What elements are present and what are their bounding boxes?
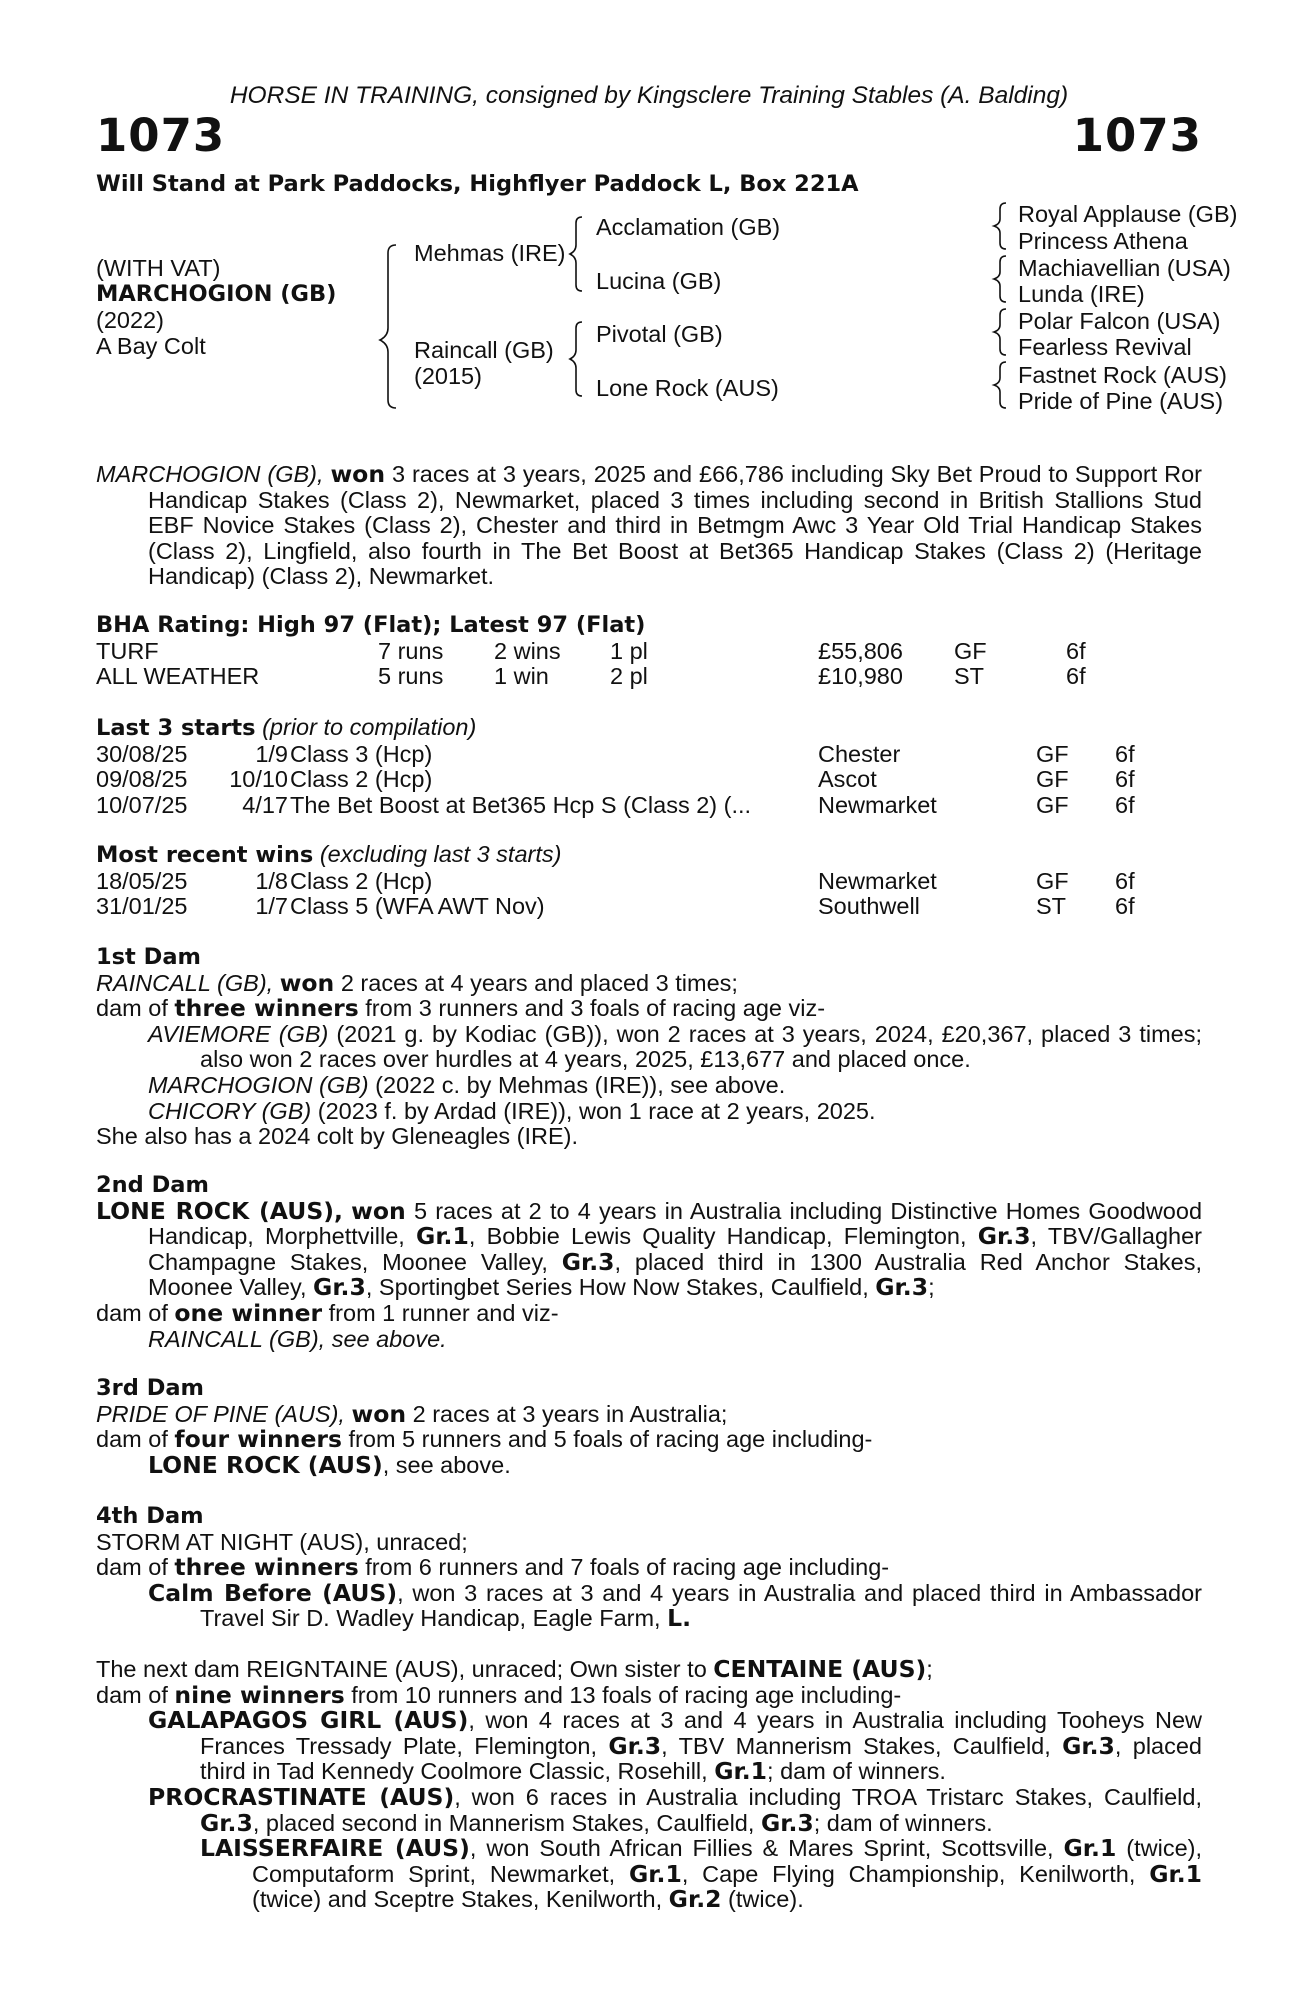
rating-surface: ALL WEATHER xyxy=(96,663,260,690)
recent-course: Newmarket xyxy=(818,867,937,894)
second-dam-section xyxy=(96,1173,1202,1352)
second-dam-title: 2nd Dam xyxy=(96,1172,209,1198)
last3-row xyxy=(96,742,1202,768)
rating-placed: 2 pl xyxy=(610,663,648,690)
first-dam-line2: dam of three winners from 3 runners and 3 foals of racing age viz- xyxy=(96,994,826,1023)
recent-race: Class 5 (WFA AWT Nov) xyxy=(290,893,545,920)
third-dam-title: 3rd Dam xyxy=(96,1375,204,1401)
last3-pos: 10/10 xyxy=(229,766,288,793)
summary-paragraph xyxy=(96,462,1202,590)
rating-runs: 7 runs xyxy=(378,637,444,664)
last3-pos: 4/17 xyxy=(242,791,288,818)
recent-dist: 6f xyxy=(1115,867,1135,894)
horse-year: (2022) xyxy=(96,307,164,333)
last3-course: Ascot xyxy=(818,766,877,793)
rating-dist: 6f xyxy=(1066,637,1086,664)
third-dam-progeny: LONE ROCK (AUS), see above. xyxy=(148,1450,511,1479)
dam-year: (2015) xyxy=(414,363,482,389)
last3-race: Class 3 (Hcp) xyxy=(290,740,433,767)
summary-section xyxy=(96,462,1202,590)
last3-table xyxy=(96,742,1202,819)
summary-text: 3 races at 3 years, 2025 and £66,786 including Sky Bet Proud to Support Ror Handicap Stakes (Class 2), Newmarket, placed 3 times including second in British Stallions Stud EBF Novice Stakes (Class 2), Chester and third in Betmgm Awc 3 Year Old Trial Handicap Stakes (Class 2), Lingfield, also fourth in The Bet Boost at Bet365 Handicap Stakes (Class 2) (Heritage Handicap) (Class 2), Newmarket. xyxy=(148,461,1203,590)
third-dam-line1: PRIDE OF PINE (AUS), won 2 races at 3 years in Australia; xyxy=(96,1399,728,1428)
last3-dist: 6f xyxy=(1115,740,1135,767)
last3-pos: 1/9 xyxy=(255,740,288,767)
recent-date: 31/01/25 xyxy=(96,893,188,920)
recent-date: 18/05/25 xyxy=(96,867,188,894)
recent-title: Most recent wins xyxy=(96,842,314,868)
last3-going: GF xyxy=(1036,740,1069,767)
stand-location: Will Stand at Park Paddocks, Highflyer Paddock L, Box 221A xyxy=(96,171,859,197)
progeny-laisserfaire: LAISSERFAIRE (AUS), won South African Fillies & Mares Sprint, Scottsville, Gr.1 (twice), Computaform Sprint, Newmarket, Gr.1, Cape Flying Championship, Kenilworth, Gr.1 (twice) and Sceptre Stakes, Kenilworth, Gr.2 (twice). xyxy=(200,1834,1203,1914)
recent-going: ST xyxy=(1036,893,1067,920)
first-dam-title: 1st Dam xyxy=(96,944,201,970)
last3-dist: 6f xyxy=(1115,791,1135,818)
recent-row xyxy=(96,869,1202,895)
last3-course: Newmarket xyxy=(818,791,937,818)
sire: Mehmas (IRE) xyxy=(414,240,566,266)
sire-dam: Lucina (GB) xyxy=(596,268,722,294)
last3-date: 09/08/25 xyxy=(96,766,188,793)
grandparent-6: Fearless Revival xyxy=(1018,334,1192,360)
rating-prize: £10,980 xyxy=(818,663,903,690)
last3-going: GF xyxy=(1036,791,1069,818)
recent-table xyxy=(96,869,1202,920)
horse-description: A Bay Colt xyxy=(96,333,206,359)
second-dam-line2: dam of one winner from 1 runner and viz- xyxy=(96,1298,559,1327)
lot-number-left: 1073 xyxy=(96,109,226,162)
second-dam-record: LONE ROCK (AUS), won 5 races at 2 to 4 years in Australia including Distinctive Homes Goodwood Handicap, Morphettville, Gr.1, Bobbie Lewis Quality Handicap, Flemington, Gr.3, TBV/Gallagher Champagne Stakes, Moonee Valley, Gr.3, placed third in 1300 Australia Red Anchor Stakes, Moonee Valley, Gr.3, Sportingbet Series How Now Stakes, Caulfield, Gr.3; xyxy=(96,1196,1203,1302)
rating-surface: TURF xyxy=(96,637,159,664)
last3-race: The Bet Boost at Bet365 Hcp S (Class 2) (... xyxy=(290,791,752,818)
last3-section xyxy=(96,715,1202,818)
recent-course: Southwell xyxy=(818,893,920,920)
first-dam-line1: RAINCALL (GB), won 2 races at 4 years and placed 3 times; xyxy=(96,968,738,997)
first-dam-note: She also has a 2024 colt by Gleneagles (IRE). xyxy=(96,1123,579,1150)
progeny-aviemore: AVIEMORE (GB) (2021 g. by Kodiac (GB)), won 2 races at 3 years, 2024, £20,367, placed 3 times; also won 2 races over hurdles at 4 years, 2025, £13,677 and placed once. xyxy=(148,1020,1202,1073)
fourth-dam-line2: dam of three winners from 6 runners and 7 foals of racing age including- xyxy=(96,1553,890,1582)
recent-race: Class 2 (Hcp) xyxy=(290,867,433,894)
second-dam-progeny: RAINCALL (GB), see above. xyxy=(148,1325,447,1352)
recent-section xyxy=(96,842,1202,920)
grandparent-7: Fastnet Rock (AUS) xyxy=(1018,362,1227,388)
recent-going: GF xyxy=(1036,867,1069,894)
progeny-marchogion: MARCHOGION (GB) (2022 c. by Mehmas (IRE)), see above. xyxy=(148,1071,786,1098)
fourth-dam-line1: STORM AT NIGHT (AUS), unraced; xyxy=(96,1528,468,1555)
summary-won: won xyxy=(330,460,386,488)
vat-note: (WITH VAT) xyxy=(96,255,221,281)
dam-dam: Lone Rock (AUS) xyxy=(596,375,779,401)
last3-date: 30/08/25 xyxy=(96,740,188,767)
rating-prize: £55,806 xyxy=(818,637,903,664)
last3-race: Class 2 (Hcp) xyxy=(290,766,433,793)
third-dam-line2: dam of four winners from 5 runners and 5 foals of racing age including- xyxy=(96,1425,873,1454)
last3-row xyxy=(96,793,1202,819)
next-dam-section xyxy=(96,1657,1202,1913)
grandparent-5: Polar Falcon (USA) xyxy=(1018,308,1221,334)
rating-row xyxy=(96,639,1202,665)
next-dam-line1: The next dam REIGNTAINE (AUS), unraced; Own sister to CENTAINE (AUS); xyxy=(96,1655,933,1683)
dam: Raincall (GB) xyxy=(414,337,554,363)
first-dam-section xyxy=(96,945,1202,1150)
summary-horse: MARCHOGION (GB), xyxy=(96,461,324,487)
last3-date: 10/07/25 xyxy=(96,791,188,818)
fourth-dam-progeny: Calm Before (AUS), won 3 races at 3 and 4 years in Australia and placed third in Ambassador Travel Sir D. Wadley Handicap, Eagle Farm, L. xyxy=(148,1578,1202,1633)
rating-dist: 6f xyxy=(1066,663,1086,690)
grandparent-2: Princess Athena xyxy=(1018,228,1188,254)
last3-title: Last 3 starts xyxy=(96,715,256,741)
recent-pos: 1/8 xyxy=(255,867,288,894)
sire-sire: Acclamation (GB) xyxy=(596,214,781,240)
lot-number-right: 1073 xyxy=(1072,109,1202,162)
rating-section xyxy=(96,613,1202,690)
grandparent-3: Machiavellian (USA) xyxy=(1018,255,1231,281)
last3-note: (prior to compilation) xyxy=(262,714,477,740)
rating-placed: 1 pl xyxy=(610,637,648,664)
rating-going: ST xyxy=(954,663,985,690)
rating-wins: 1 win xyxy=(494,663,549,690)
rating-row xyxy=(96,664,1202,690)
next-dam-line2: dam of nine winners from 10 runners and 13 foals of racing age including- xyxy=(96,1680,902,1709)
rating-title: BHA Rating: High 97 (Flat); Latest 97 (Flat) xyxy=(96,612,646,638)
last3-row xyxy=(96,767,1202,793)
rating-table xyxy=(96,639,1202,690)
recent-dist: 6f xyxy=(1115,893,1135,920)
last3-dist: 6f xyxy=(1115,766,1135,793)
third-dam-section xyxy=(96,1376,1202,1478)
grandparent-4: Lunda (IRE) xyxy=(1018,281,1145,307)
recent-row xyxy=(96,894,1202,920)
grandparent-1: Royal Applause (GB) xyxy=(1018,201,1238,227)
progeny-procrastinate: PROCRASTINATE (AUS), won 6 races in Australia including TROA Tristarc Stakes, Caulfield, Gr.3, placed second in Mannerism Stakes, Caulfield, Gr.3; dam of winners. xyxy=(148,1782,1202,1837)
recent-note: (excluding last 3 starts) xyxy=(319,841,562,867)
rating-runs: 5 runs xyxy=(378,663,444,690)
progeny-galapagos-girl: GALAPAGOS GIRL (AUS), won 4 races at 3 and 4 years in Australia including Tooheys New Frances Tressady Plate, Flemington, Gr.3, TBV Mannerism Stakes, Caulfield, Gr.3, placed third in Tad Kennedy Coolmore Classic, Rosehill, Gr.1; dam of winners. xyxy=(148,1706,1203,1786)
lot-header: HORSE IN TRAINING, consigned by Kingsclere Training Stables (A. Balding) xyxy=(229,82,1069,109)
fourth-dam-title: 4th Dam xyxy=(96,1503,204,1529)
grandparent-8: Pride of Pine (AUS) xyxy=(1018,388,1224,414)
recent-pos: 1/7 xyxy=(255,893,288,920)
rating-going: GF xyxy=(954,637,987,664)
progeny-chicory: CHICORY (GB) (2023 f. by Ardad (IRE)), won 1 race at 2 years, 2025. xyxy=(148,1097,876,1124)
last3-course: Chester xyxy=(818,740,901,767)
last3-going: GF xyxy=(1036,766,1069,793)
rating-wins: 2 wins xyxy=(494,637,561,664)
fourth-dam-section xyxy=(96,1504,1202,1632)
horse-name: MARCHOGION (GB) xyxy=(96,281,337,307)
dam-sire: Pivotal (GB) xyxy=(596,321,723,347)
